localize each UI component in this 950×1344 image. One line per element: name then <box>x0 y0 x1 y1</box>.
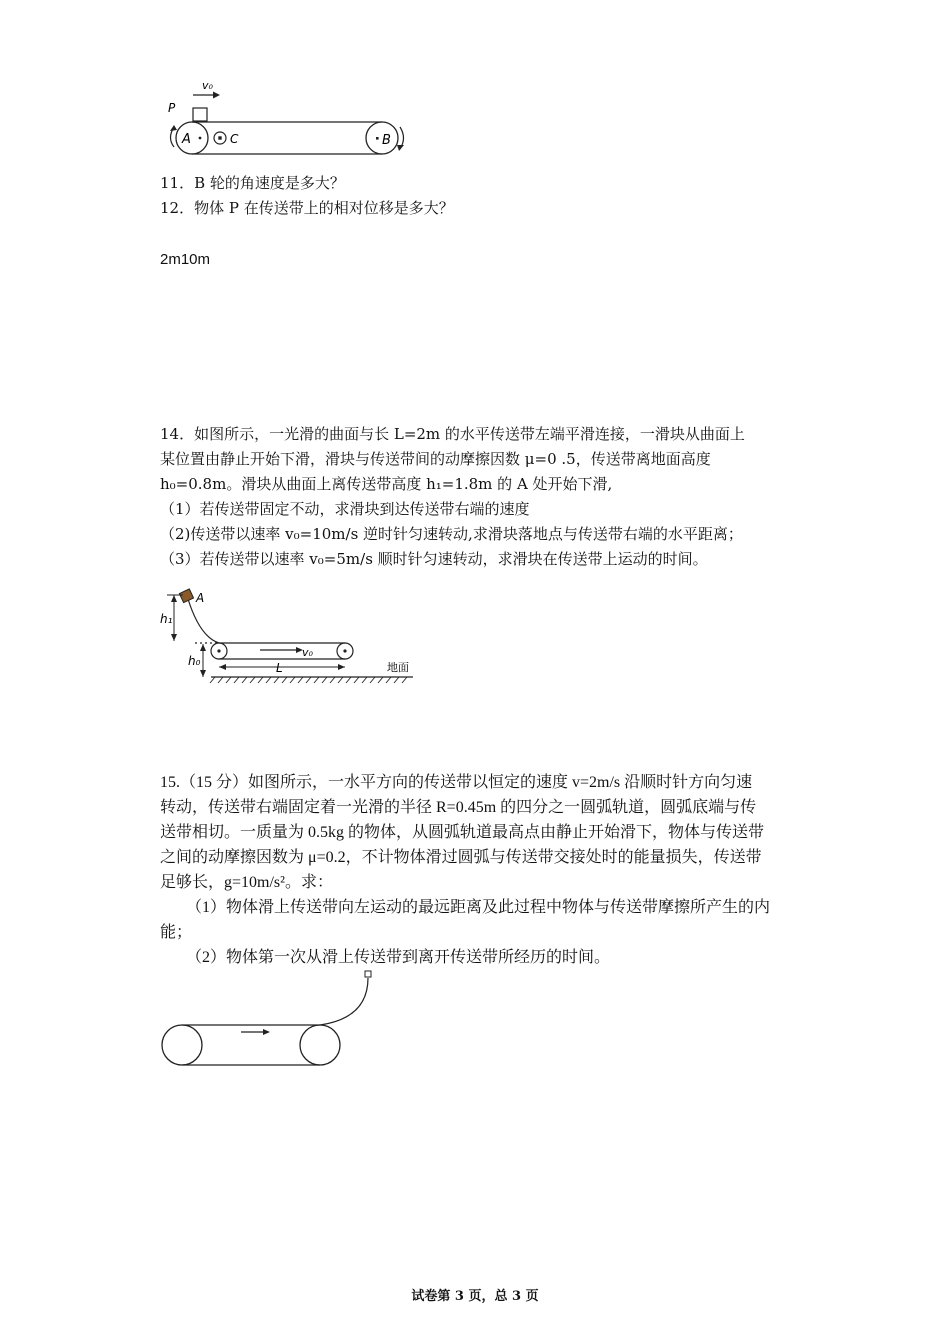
conveyor-figure-13 <box>160 75 420 160</box>
q14-line-2: 某位置由静止开始下滑，滑块与传送带间的动摩擦因数 μ=0 .5，传送带离地面高度 <box>160 450 711 468</box>
fig14-h1-label: h₁ <box>160 612 173 626</box>
conveyor-figure-14 <box>155 585 420 690</box>
q15-line-7: 能； <box>160 924 193 941</box>
q15-line-6: （1）物体滑上传送带向左运动的最远距离及此过程中物体与传送带摩擦所产生的内 <box>186 899 771 916</box>
fig13-a-label: A <box>182 132 191 147</box>
fig13-b-label: B <box>382 133 391 148</box>
q15-line-8: （2）物体第一次从滑上传送带到离开传送带所经历的时间。 <box>186 949 611 966</box>
fig13-c-label: C <box>230 132 239 146</box>
fig14-ground-label: 地面 <box>387 661 409 674</box>
fig13-v0-label: v₀ <box>202 79 213 92</box>
question-12: 12．物体 P 在传送带上的相对位移是多大？ <box>160 199 454 217</box>
q14-line-3: h₀=0.8m。滑块从曲面上离传送带高度 h₁=1.8m 的 A 处开始下滑, <box>160 475 613 493</box>
fig14-l-label: L <box>276 661 283 675</box>
q14-line-1: 14．如图所示，一光滑的曲面与长 L=2m 的水平传送带左端平滑连接，一滑块从曲面上 <box>160 425 745 443</box>
q15-line-4: 之间的动摩擦因数为 μ=0.2，不计物体滑过圆弧与传送带交接处时的能量损失，传送带 <box>160 849 762 866</box>
fig14-a-label: A <box>196 591 205 605</box>
q15-line-2: 转动，传送带右端固定着一光滑的半径 R=0.45m 的四分之一圆弧轨道，圆弧底端与传 <box>160 799 757 816</box>
question-11: 11．B 轮的角速度是多大？ <box>160 174 345 192</box>
q14-line-5: （2)传送带以速率 v₀=10m/s 逆时针匀速转动,求滑块落地点与传送带右端的水平距离； <box>160 525 743 543</box>
q15-line-5: 足够长，g=10m/s²。求： <box>160 874 333 891</box>
q14-line-4: （1）若传送带固定不动，求滑块到达传送带右端的速度 <box>160 500 530 518</box>
fig14-v0-label: v₀ <box>302 646 313 659</box>
q15-line-1: 15.（15 分）如图所示，一水平方向的传送带以恒定的速度 v=2m/s 沿顺时针方向匀速 <box>160 774 753 791</box>
fig13-p-label: P <box>168 101 176 115</box>
handwritten-answer: 2m10m <box>160 251 211 268</box>
fig14-h0-label: h₀ <box>188 654 201 668</box>
q15-line-3: 送带相切。一质量为 0.5kg 的物体，从圆弧轨道最高点由静止开始滑下，物体与传送带 <box>160 824 765 841</box>
conveyor-figure-15 <box>155 968 385 1073</box>
q14-line-6: （3）若传送带以速率 v₀=5m/s 顺时针匀速转动，求滑块在传送带上运动的时间。 <box>160 550 708 568</box>
page-footer: 试卷第 3 页，总 3 页 <box>411 1289 539 1304</box>
